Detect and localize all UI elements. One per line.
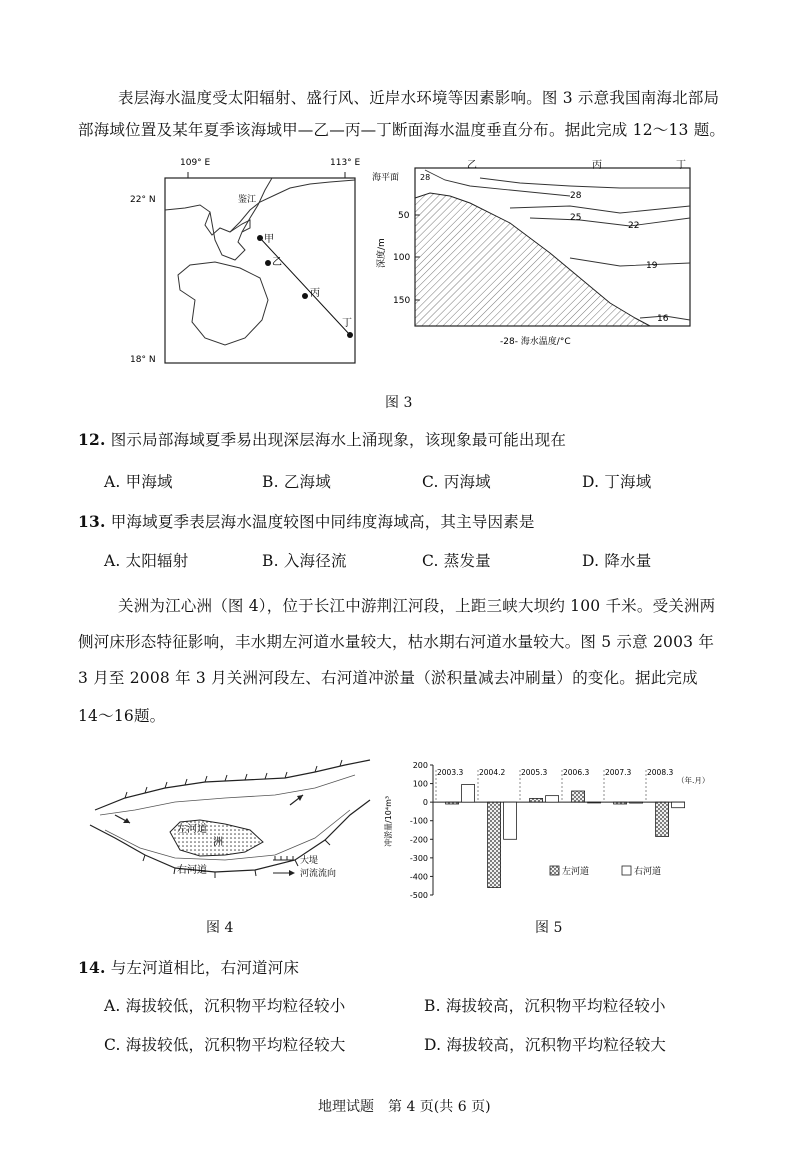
iso-label-28b: 28	[570, 191, 582, 201]
isotherm-28	[425, 170, 570, 196]
fig3-caption: 图 3	[385, 395, 413, 411]
intro1-line2: 部海域位置及某年夏季该海域甲—乙—丙—丁断面海水温度垂直分布。据此完成 12～13 题。	[78, 121, 726, 139]
fig5-x-tick-label: 2006.3	[563, 768, 590, 777]
fig5-y-tick-label: -300	[409, 853, 428, 863]
fig4-river-map	[85, 760, 375, 895]
fig5-x-tick-label: 2005.3	[521, 768, 548, 777]
fig5-y-tick-label: -500	[409, 891, 428, 900]
transect-line	[260, 238, 350, 335]
legend-levee-label: 大堤	[300, 856, 319, 866]
q14-option-a[interactable]: A. 海拔较低，沉积物平均粒径较小	[104, 997, 346, 1015]
hainan-island	[178, 262, 268, 345]
seabed	[415, 193, 650, 326]
fig5-bar-right-channel	[630, 802, 643, 803]
mainland-coast	[165, 180, 355, 235]
q13-option-d[interactable]: D. 降水量	[582, 552, 652, 570]
fig5-bar-left-channel	[446, 802, 459, 804]
legend-left-swatch	[550, 866, 559, 875]
temp-legend: -28- 海水温度/°C	[500, 337, 571, 347]
q12-option-b[interactable]: B. 乙海域	[262, 473, 331, 491]
intro2-line3: 3 月至 2008 年 3 月关洲河段左、右河道冲淤量（淤积量减去冲刷量）的变化。据此完成	[78, 669, 698, 687]
iso-label-16: 16	[657, 314, 669, 324]
island-label: 洲	[213, 837, 223, 848]
fig5-y-tick-label: -400	[409, 872, 428, 882]
fig5-bar-right-channel	[588, 802, 601, 803]
q14-number: 14.	[78, 958, 106, 977]
fig5-x-tick-label: 2004.2	[479, 768, 506, 777]
lon-right-label: 113° E	[330, 158, 361, 168]
label-bing: 丙	[310, 288, 320, 299]
fig5-y-tick-label: 100	[412, 779, 428, 789]
intro2-line2: 侧河床形态特征影响，丰水期左河道水量较大，枯水期右河道水量较大。图 5 示意 2003 年	[78, 633, 715, 651]
fig4-caption: 图 4	[206, 920, 234, 936]
fig5-bar-left-channel	[614, 802, 627, 804]
river-label: 鉴江	[238, 195, 257, 205]
fig5-caption: 图 5	[535, 920, 563, 936]
legend-left-label: 左河道	[562, 867, 590, 877]
fig5-y-tick-label: -100	[409, 816, 428, 826]
intro1-line1: 表层海水温度受太阳辐射、盛行风、近岸水环境等因素影响。图 3 示意我国南海北部局	[118, 89, 720, 107]
right-channel-label: 右河道	[177, 865, 207, 876]
depth-tick-100: 100	[393, 253, 411, 263]
left-channel-label: 左河道	[177, 824, 207, 835]
legend-flow-symbol	[289, 870, 295, 876]
q13-option-b[interactable]: B. 入海径流	[262, 552, 347, 570]
isotherm-22	[530, 218, 690, 226]
station-yi: 乙	[467, 160, 477, 171]
station-ding: 丁	[676, 160, 686, 171]
fig5-bar-right-channel	[546, 796, 559, 803]
q13-number: 13.	[78, 512, 106, 531]
q14-stem: 与左河道相比，右河道河床	[110, 959, 300, 977]
levee-ticks-top	[125, 760, 342, 798]
peninsula	[210, 212, 250, 260]
point-yi	[265, 260, 271, 266]
isotherm-25	[510, 206, 690, 213]
fig5-y-tick-label: 0	[422, 798, 428, 808]
fig5-unit-note: （年.月）	[677, 776, 710, 785]
lat-top-label: 22° N	[130, 195, 156, 205]
point-bing	[302, 293, 308, 299]
fig5-bar-left-channel	[488, 802, 501, 887]
fig5-y-tick-label: -200	[409, 835, 428, 845]
iso-label-22: 22	[628, 221, 640, 231]
q13-stem-row	[78, 512, 535, 532]
lat-bottom-label: 18° N	[130, 355, 156, 365]
intro2-line1: 关洲为江心洲（图 4），位于长江中游荆江河段，上距三峡大坝约 100 千米。受关洲两	[118, 597, 716, 615]
q12-option-a[interactable]: A. 甲海域	[104, 473, 173, 491]
fig5-y-tick-label: 200	[412, 761, 428, 770]
fig5-x-tick-label: 2003.3	[437, 768, 464, 777]
q12-option-c[interactable]: C. 丙海域	[422, 473, 491, 491]
q12-number: 12.	[78, 430, 106, 449]
fig3-map	[130, 150, 370, 375]
page-footer: 地理试题 第 4 页(共 6 页)	[318, 1099, 491, 1115]
legend-right-label: 右河道	[634, 867, 662, 877]
label-yi: 乙	[272, 257, 282, 268]
iso-label-25: 25	[570, 213, 582, 223]
fig5-chart	[384, 755, 710, 905]
legend-flow-label: 河流流向	[300, 869, 337, 879]
q12-stem-row	[78, 430, 566, 450]
upper-bank	[95, 760, 370, 810]
q12-stem: 图示局部海域夏季易出现深层海水上涌现象，该现象最可能出现在	[110, 431, 567, 449]
lon-left-label: 109° E	[180, 158, 211, 168]
fig5-bar-left-channel	[530, 798, 543, 802]
flow-arrow-right	[297, 795, 303, 801]
q14-option-d[interactable]: D. 海拔较高，沉积物平均粒径较大	[424, 1036, 667, 1054]
point-jia	[257, 235, 263, 241]
iso-label-19: 19	[646, 261, 658, 271]
q13-stem: 甲海域夏季表层海水温度较图中同纬度海域高，其主导因素是	[110, 513, 535, 531]
q14-option-c[interactable]: C. 海拔较低，沉积物平均粒径较大	[104, 1036, 346, 1054]
fig5-bar-left-channel	[656, 802, 669, 836]
sea-level-label: 海平面	[372, 173, 400, 183]
legend-right-swatch	[622, 866, 631, 875]
fig5-x-tick-label: 2008.3	[647, 768, 674, 777]
isotherm-28b	[480, 178, 690, 188]
depth-axis-label: 深度/m	[377, 238, 387, 268]
fig5-bar-right-channel	[462, 785, 475, 803]
q13-option-a[interactable]: A. 太阳辐射	[104, 552, 189, 570]
fig3-section	[370, 158, 700, 353]
legend-levee-symbol	[273, 856, 295, 860]
fig5-bar-right-channel	[504, 802, 517, 839]
fig5-ylabel: 冲淤量/10⁴m³	[384, 795, 393, 847]
depth-tick-50: 50	[398, 211, 410, 221]
depth-tick-150: 150	[393, 296, 411, 306]
q14-stem-row	[78, 958, 299, 978]
iso-label-28a: 28	[420, 173, 431, 182]
q13-option-c[interactable]: C. 蒸发量	[422, 552, 491, 570]
q12-option-d[interactable]: D. 丁海域	[582, 473, 652, 491]
fig5-x-tick-label: 2007.3	[605, 768, 632, 777]
point-ding	[347, 332, 353, 338]
station-bing: 丙	[592, 160, 602, 171]
fig5-bar-right-channel	[672, 802, 685, 808]
label-jia: 甲	[264, 234, 274, 245]
fig5-bar-left-channel	[572, 791, 585, 802]
isotherm-19	[570, 258, 690, 266]
q14-option-b[interactable]: B. 海拔较高，沉积物平均粒径较小	[424, 997, 666, 1015]
label-ding: 丁	[342, 318, 352, 329]
intro2-line4: 14～16题。	[78, 707, 166, 725]
